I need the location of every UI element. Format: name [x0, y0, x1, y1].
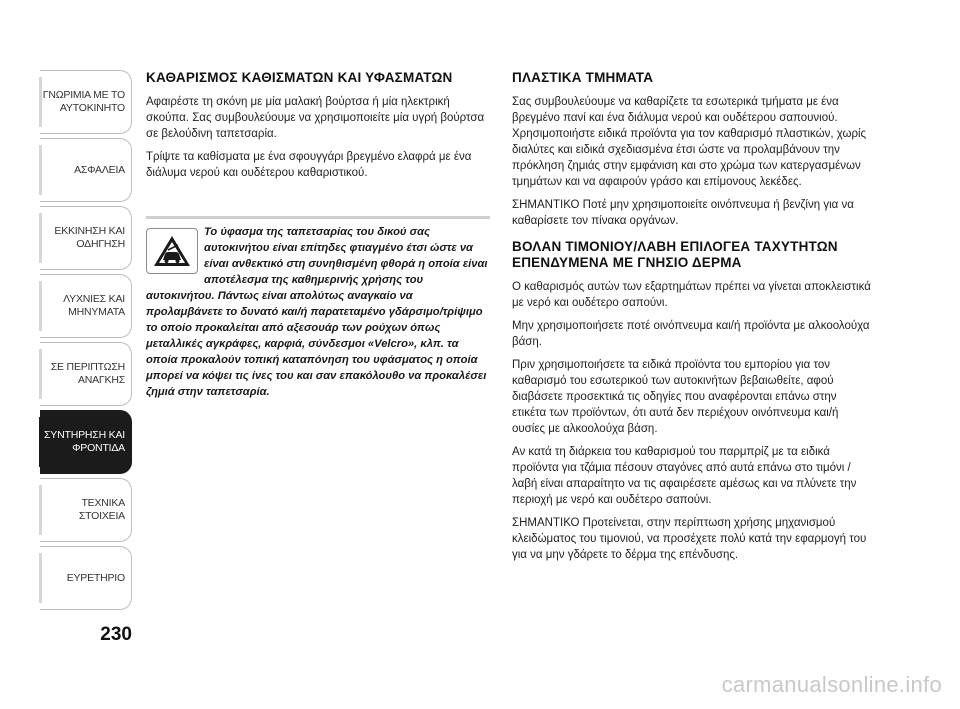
tab-index[interactable]: [40, 546, 132, 610]
warning-text: Το ύφασμα της ταπετσαρίας του δικού σας αυτοκινήτου είναι επίτηδες φτιαγμένο έτσι ώστε να είναι ανθεκτικό στη συνηθισμένη φθορά η οποία είναι αποτέλεσμα της καθημερινής χρήσης του αυτοκινήτου. Πάντως είναι απολύτως αναγκαίο να προλαμβάνετε το δυνατό και/ή παρατεταμένο γδάρσιμο/τρίψιμο το οποίο προκαλείται από αξεσουάρ των ρούχων όπως μεταλλικές αγκράφες, καρφιά, σύνδεσμοι «Velcro», κλπ. τα οποία προκαλούν τοπική καταπόνηση του υφάσματος η οποία μπορεί να κόψει τις ίνες του και σαν επακόλουθο να προκαλέσει ζημιά στην ταπετσαρία.: [146, 226, 488, 398]
left-column: [146, 70, 486, 188]
tab-maintenance-care[interactable]: [40, 410, 132, 474]
tab-safety[interactable]: [40, 138, 132, 202]
tab-label: ΓΝΩΡΙΜΙΑ ΜΕ ΤΟ ΑΥΤΟΚΙΝΗΤΟ: [42, 89, 125, 114]
warning-box: [146, 216, 490, 400]
tab-label: ΤΕΧΝΙΚΑ ΣΤΟΙΧΕΙΑ: [78, 497, 125, 522]
tab-label: ΛΥΧΝΙΕΣ ΚΑΙ ΜΗΝΥΜΑΤΑ: [63, 293, 125, 318]
paragraph: ΣΗΜΑΝΤΙΚΟ Προτείνεται, στην περίπτωση χρήσης μηχανισμού κλειδώματος του τιμονιού, να προσέχετε πολύ κατά την εφαρμογή του για να μην γδάρετε το δέρμα της επένδυσης.: [512, 517, 867, 561]
tab-technical-specs[interactable]: [40, 478, 132, 542]
right-column: [512, 70, 872, 570]
tab-getting-to-know-car[interactable]: [40, 70, 132, 134]
chapter-tabs: [40, 70, 132, 614]
tab-lights-messages[interactable]: [40, 274, 132, 338]
page-number: 230: [100, 624, 132, 645]
watermark: carmanualsonline.info: [721, 672, 942, 697]
paragraph: Αν κατά τη διάρκεια του καθαρισμού του παρμπρίζ με τα ειδικά προϊόντα για τζάμια πέσουν σταγόνες από αυτά επάνω στο τιμόνι / λαβή είναι απαραίτητο να τις αφαιρέσετε αμέσως και να πλύνετε την περιοχή με νερό και ουδέτερο σαπούνι.: [512, 446, 857, 506]
paragraph: ΣΗΜΑΝΤΙΚΟ Ποτέ μην χρησιμοποιείτε οινόπνευμα ή βενζίνη για να καθαρίσετε τον πίνακα οργάνων.: [512, 199, 854, 227]
warning-rule: [146, 216, 490, 219]
paragraph: Σας συμβουλεύουμε να καθαρίζετε τα εσωτερικά τμήματα με ένα βρεγμένο πανί και ένα διάλυμα νερού και ουδέτερου σαπουνιού. Χρησιμοποιήστε ειδικά προϊόντα για τον καθαρισμό πλαστικών, χωρίς διαλύτες και ειδικά σχεδιασμένα έτσι ώστε να προλαμβάνουν την πρόκληση ζημιάς στην εμφάνιση και στο χρώμα των κατεργασμένων τμημάτων και να αφαιρούν γράσο και επίμονους λεκέδες.: [512, 96, 867, 188]
paragraph: Ο καθαρισμός αυτών των εξαρτημάτων πρέπει να γίνεται αποκλειστικά με νερό και ουδέτερο σαπούνι.: [512, 281, 871, 309]
tab-label: ΕΚΚΙΝΗΣΗ ΚΑΙ ΟΔΗΓΗΣΗ: [54, 225, 125, 250]
paragraph: Πριν χρησιμοποιήσετε τα ειδικά προϊόντα του εμπορίου για τον καθαρισμό του εσωτερικού των αυτοκινήτων βεβαιωθείτε, αφού διαβάσετε προσεκτικά τις οδηγίες που αναφέρονται επάνω στην ετικέτα των προϊόντων, ότι αυτά δεν περιέχουν οινόπνευμα και/ή ουσίες με αλκοολούχα βάση.: [512, 359, 839, 435]
tab-starting-driving[interactable]: [40, 206, 132, 270]
section-heading-leather: ΒΟΛΑΝ ΤΙΜΟΝΙΟΥ/ΛΑΒΗ ΕΠΙΛΟΓΕΑ ΤΑΧΥΤΗΤΩΝ ΕΠΕΝΔΥΜΕΝΑ ΜΕ ΓΝΗΣΙΟ ΔΕΡΜΑ: [512, 239, 838, 270]
warning-car-icon: [146, 228, 198, 274]
tab-label: ΣΥΝΤΗΡΗΣΗ ΚΑΙ ΦΡΟΝΤΙΔΑ: [44, 429, 125, 454]
section-heading-plastics: ΠΛΑΣΤΙΚΑ ΤΜΗΜΑΤΑ: [512, 70, 654, 85]
paragraph: Τρίψτε τα καθίσματα με ένα σφουγγάρι βρεγμένο ελαφρά με ένα διάλυμα νερού και ουδέτερου καθαριστικού.: [146, 151, 472, 179]
section-heading-seats: ΚΑΘΑΡΙΣΜΟΣ ΚΑΘΙΣΜΑΤΩΝ ΚΑΙ ΥΦΑΣΜΑΤΩΝ: [146, 70, 453, 85]
tab-label: ΕΥΡΕΤΗΡΙΟ: [66, 571, 125, 584]
tab-label: ΣΕ ΠΕΡΙΠΤΩΣΗ ΑΝΑΓΚΗΣ: [50, 361, 125, 386]
paragraph: Αφαιρέστε τη σκόνη με μία μαλακή βούρτσα ή μία ηλεκτρική σκούπα. Σας συμβουλεύουμε να χρησιμοποιείτε μία υγρή βούρτσα σε βελούδινη ταπετσαρία.: [146, 96, 485, 140]
tab-emergency[interactable]: [40, 342, 132, 406]
paragraph: Μην χρησιμοποιήσετε ποτέ οινόπνευμα και/ή προϊόντα με αλκοολούχα βάση.: [512, 320, 870, 348]
tab-label: ΑΣΦΑΛΕΙΑ: [74, 163, 125, 176]
